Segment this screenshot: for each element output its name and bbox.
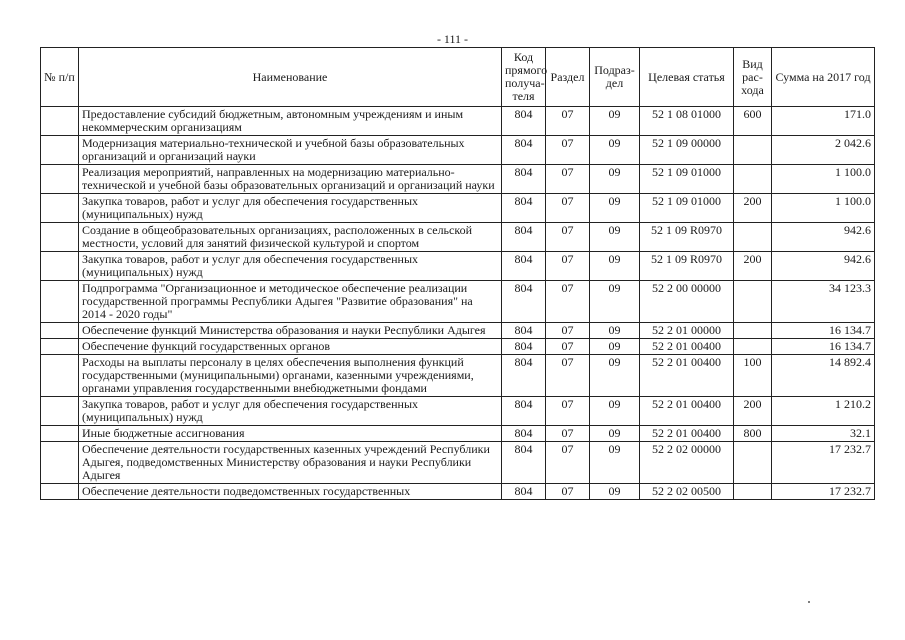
table-row (41, 442, 875, 484)
cell-sum: 1 100.0 (772, 194, 875, 223)
header-section: Раздел (546, 48, 590, 107)
table-row (41, 397, 875, 426)
cell-name: Реализация мероприятий, направленных на модернизацию материально-технической и учебной базы образовательных организаций и организаций науки (79, 165, 502, 194)
header-subsection: Подраз-дел (590, 48, 640, 107)
cell-sum: 1 210.2 (772, 397, 875, 426)
cell-num (41, 194, 79, 223)
cell-target: 52 1 09 00000 (640, 136, 734, 165)
cell-name: Закупка товаров, работ и услуг для обеспечения государственных (муниципальных) нужд (79, 194, 502, 223)
cell-name: Закупка товаров, работ и услуг для обеспечения государственных (муниципальных) нужд (79, 252, 502, 281)
cell-subsection: 09 (590, 165, 640, 194)
cell-target: 52 2 02 00500 (640, 484, 734, 500)
cell-name: Модернизация материально-технической и учебной базы образовательных организаций и организаций науки (79, 136, 502, 165)
table-row (41, 339, 875, 355)
table-body (41, 107, 875, 500)
cell-type (734, 339, 772, 355)
cell-type (734, 484, 772, 500)
cell-num (41, 339, 79, 355)
cell-code: 804 (502, 484, 546, 500)
cell-num (41, 281, 79, 323)
cell-target: 52 2 01 00400 (640, 355, 734, 397)
cell-subsection: 09 (590, 323, 640, 339)
cell-type (734, 136, 772, 165)
cell-code: 804 (502, 223, 546, 252)
cell-target: 52 2 02 00000 (640, 442, 734, 484)
cell-type: 600 (734, 107, 772, 136)
cell-num (41, 397, 79, 426)
table-row (41, 223, 875, 252)
cell-sum: 14 892.4 (772, 355, 875, 397)
cell-type (734, 223, 772, 252)
cell-subsection: 09 (590, 397, 640, 426)
cell-type: 800 (734, 426, 772, 442)
cell-type: 100 (734, 355, 772, 397)
cell-section: 07 (546, 107, 590, 136)
cell-target: 52 1 08 01000 (640, 107, 734, 136)
header-sum: Сумма на 2017 год (772, 48, 875, 107)
cell-code: 804 (502, 252, 546, 281)
cell-name: Расходы на выплаты персоналу в целях обеспечения выполнения функций государственными (муниципальными) органами, казенными учреждениями, органами управления государственными внебюджетными фондами (79, 355, 502, 397)
table-row (41, 484, 875, 500)
table-row (41, 426, 875, 442)
cell-name: Обеспечение деятельности государственных казенных учреждений Республики Адыгея, подведомственных Министерству образования и науки Республики Адыгея (79, 442, 502, 484)
cell-name: Иные бюджетные ассигнования (79, 426, 502, 442)
cell-subsection: 09 (590, 484, 640, 500)
cell-name: Обеспечение деятельности подведомственных государственных (79, 484, 502, 500)
cell-target: 52 2 01 00400 (640, 426, 734, 442)
cell-code: 804 (502, 397, 546, 426)
cell-subsection: 09 (590, 252, 640, 281)
cell-code: 804 (502, 107, 546, 136)
cell-subsection: 09 (590, 136, 640, 165)
cell-type (734, 281, 772, 323)
cell-name: Обеспечение функций Министерства образования и науки Республики Адыгея (79, 323, 502, 339)
cell-target: 52 1 09 01000 (640, 165, 734, 194)
cell-code: 804 (502, 136, 546, 165)
cell-sum: 16 134.7 (772, 323, 875, 339)
cell-name: Обеспечение функций государственных органов (79, 339, 502, 355)
cell-subsection: 09 (590, 426, 640, 442)
cell-subsection: 09 (590, 223, 640, 252)
cell-section: 07 (546, 281, 590, 323)
cell-subsection: 09 (590, 194, 640, 223)
cell-sum: 16 134.7 (772, 339, 875, 355)
cell-section: 07 (546, 223, 590, 252)
table-row (41, 136, 875, 165)
cell-section: 07 (546, 442, 590, 484)
cell-sum: 34 123.3 (772, 281, 875, 323)
cell-target: 52 2 00 00000 (640, 281, 734, 323)
cell-sum: 1 100.0 (772, 165, 875, 194)
table-row (41, 355, 875, 397)
cell-num (41, 252, 79, 281)
cell-target: 52 1 09 01000 (640, 194, 734, 223)
cell-target: 52 2 01 00000 (640, 323, 734, 339)
cell-subsection: 09 (590, 339, 640, 355)
cell-section: 07 (546, 426, 590, 442)
cell-code: 804 (502, 442, 546, 484)
scan-speck (808, 601, 810, 603)
header-num: № п/п (41, 48, 79, 107)
cell-sum: 171.0 (772, 107, 875, 136)
cell-code: 804 (502, 355, 546, 397)
cell-name: Подпрограмма "Организационное и методическое обеспечение реализации государственной программы Республики Адыгея "Развитие образования" на 2014 - 2020 годы" (79, 281, 502, 323)
cell-name: Закупка товаров, работ и услуг для обеспечения государственных (муниципальных) нужд (79, 397, 502, 426)
table-header-row (41, 48, 875, 107)
cell-name: Создание в общеобразовательных организациях, расположенных в сельской местности, условий для занятий физической культурой и спортом (79, 223, 502, 252)
cell-code: 804 (502, 426, 546, 442)
cell-sum: 17 232.7 (772, 484, 875, 500)
cell-sum: 942.6 (772, 252, 875, 281)
cell-num (41, 136, 79, 165)
cell-section: 07 (546, 397, 590, 426)
cell-code: 804 (502, 281, 546, 323)
cell-type: 200 (734, 397, 772, 426)
table-row (41, 165, 875, 194)
cell-section: 07 (546, 165, 590, 194)
cell-target: 52 1 09 R0970 (640, 223, 734, 252)
table-row (41, 281, 875, 323)
table-row (41, 107, 875, 136)
header-type: Вид рас-хода (734, 48, 772, 107)
cell-sum: 942.6 (772, 223, 875, 252)
cell-num (41, 223, 79, 252)
cell-num (41, 323, 79, 339)
cell-type (734, 323, 772, 339)
cell-subsection: 09 (590, 107, 640, 136)
page-number: - 111 - (436, 32, 469, 46)
cell-section: 07 (546, 355, 590, 397)
cell-code: 804 (502, 194, 546, 223)
cell-code: 804 (502, 339, 546, 355)
cell-subsection: 09 (590, 281, 640, 323)
cell-section: 07 (546, 484, 590, 500)
budget-table (40, 47, 875, 500)
cell-code: 804 (502, 323, 546, 339)
cell-num (41, 426, 79, 442)
cell-type: 200 (734, 194, 772, 223)
table-row (41, 194, 875, 223)
cell-type (734, 165, 772, 194)
cell-target: 52 1 09 R0970 (640, 252, 734, 281)
cell-sum: 17 232.7 (772, 442, 875, 484)
cell-section: 07 (546, 323, 590, 339)
header-name: Наименование (79, 48, 502, 107)
cell-section: 07 (546, 194, 590, 223)
cell-name: Предоставление субсидий бюджетным, автономным учреждениям и иным некоммерческим организациям (79, 107, 502, 136)
cell-type: 200 (734, 252, 772, 281)
cell-subsection: 09 (590, 442, 640, 484)
table-row (41, 252, 875, 281)
cell-num (41, 165, 79, 194)
header-target: Целевая статья (640, 48, 734, 107)
cell-sum: 32.1 (772, 426, 875, 442)
cell-target: 52 2 01 00400 (640, 397, 734, 426)
cell-section: 07 (546, 252, 590, 281)
cell-sum: 2 042.6 (772, 136, 875, 165)
cell-target: 52 2 01 00400 (640, 339, 734, 355)
cell-section: 07 (546, 339, 590, 355)
cell-section: 07 (546, 136, 590, 165)
cell-num (41, 484, 79, 500)
cell-num (41, 442, 79, 484)
cell-num (41, 107, 79, 136)
cell-code: 804 (502, 165, 546, 194)
cell-num (41, 355, 79, 397)
cell-type (734, 442, 772, 484)
cell-subsection: 09 (590, 355, 640, 397)
table-row (41, 323, 875, 339)
header-code: Код прямого получа-теля (502, 48, 546, 107)
